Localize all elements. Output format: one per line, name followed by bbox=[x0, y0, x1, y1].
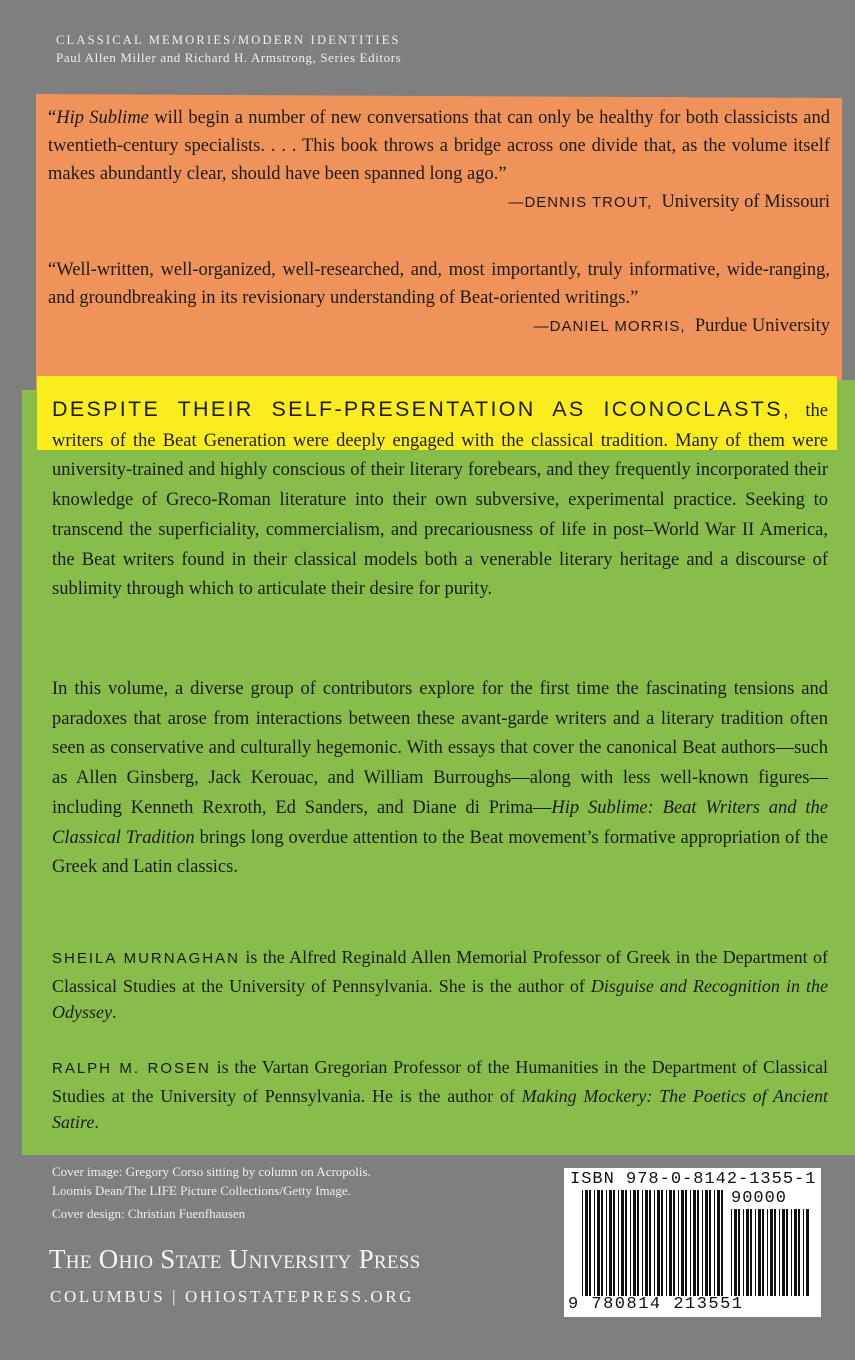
barcode-bar bbox=[714, 1190, 715, 1296]
publisher-city-url: COLUMBUS | OHIOSTATEPRESS.ORG bbox=[50, 1287, 415, 1306]
barcode-digits: 9 780814 213551 bbox=[568, 1295, 744, 1314]
image-credit-line-2: Loomis Dean/The LIFE Picture Collections/Getty Image. bbox=[52, 1183, 351, 1198]
cover-credits bbox=[52, 1162, 371, 1223]
barcode-bar bbox=[633, 1190, 636, 1296]
barcode-bar bbox=[779, 1209, 780, 1296]
description-paragraph-2 bbox=[52, 675, 828, 883]
barcode-bar bbox=[782, 1209, 785, 1296]
barcode-bar bbox=[630, 1190, 631, 1296]
barcode-bar bbox=[597, 1190, 600, 1296]
barcode-bar bbox=[770, 1209, 773, 1296]
barcode-bar bbox=[613, 1190, 615, 1296]
barcode-bar bbox=[666, 1190, 667, 1296]
barcode-bar bbox=[755, 1209, 756, 1296]
barcode-bar bbox=[618, 1190, 619, 1296]
bio-book: Making Mockery: The Poetics of Ancient Satire bbox=[52, 1085, 828, 1132]
series-name: CLASSICAL MEMORIES/MODERN IDENTITIES bbox=[56, 33, 401, 47]
bio-text: is the Alfred Reginald Allen Memorial Professor of Greek in the Department of Classical Studies at the University of Pennsylvania. She is the author of bbox=[52, 947, 828, 996]
barcode-bar bbox=[661, 1190, 663, 1296]
bio-end: . bbox=[94, 1112, 99, 1132]
bio-text: is the Vartan Gregorian Professor of the Humanities in the Department of Classical Studies at the University of Pennsylvania. He is the author of bbox=[52, 1057, 828, 1106]
quote-text: “Well-written, well-organized, well-researched, and, most importantly, truly informative, wide-ranging, and groundbreaking in its revisionary understanding of Beat-oriented writings.” bbox=[48, 260, 830, 308]
paragraph-text: the writers of the Beat Generation were deeply engaged with the classical tradition. Many of them were university-trained and highly conscious of their literary forebears, and they frequently incorporated their knowledge of Greco-Roman literature into their own subversive, experimental practice. Seeking to transcend the superficiality, commercialism, and precariousness of life in post–World War II America, the Beat writers found in their classical models both a venerable literary heritage and a discourse of sublimity through which to articulate their desire for purity. bbox=[52, 401, 828, 600]
description-paragraph-1 bbox=[52, 395, 828, 605]
barcode-bar bbox=[654, 1190, 655, 1296]
barcode-bar bbox=[685, 1190, 687, 1296]
barcode-bar bbox=[681, 1190, 684, 1296]
editor-bio-2 bbox=[52, 1054, 828, 1136]
barcode-bar bbox=[625, 1190, 627, 1296]
barcode-bar bbox=[606, 1190, 607, 1296]
barcode-bar bbox=[750, 1209, 752, 1296]
barcode-bar bbox=[582, 1190, 583, 1296]
bio-end: . bbox=[111, 1002, 117, 1022]
barcode-bar bbox=[585, 1190, 588, 1296]
barcode-bar bbox=[705, 1190, 708, 1296]
barcode-bar bbox=[806, 1209, 809, 1296]
barcode-bar bbox=[791, 1209, 792, 1296]
quote-affiliation: University of Missouri bbox=[661, 192, 830, 212]
paragraph-text: In this volume, a diverse group of contributors explore for the first time the fascinating tensions and paradoxes that arose from interactions between these avant-garde writers and a literary tradition often seen as conservative and culturally hegemonic. With essays that cover the canonical Beat authors—such as Allen Ginsberg, Jack Kerouac, and William Burroughs—along with less well-known figures—including Kenneth Rexroth, Ed Sanders, and Diane di Prima— bbox=[52, 679, 828, 818]
barcode-bar bbox=[746, 1209, 749, 1296]
series-header bbox=[56, 31, 401, 67]
isbn-barcode bbox=[564, 1168, 821, 1317]
isbn-number: ISBN 978-0-8142-1355-1 bbox=[570, 1170, 817, 1189]
barcode-bar bbox=[678, 1190, 679, 1296]
barcode-bar bbox=[794, 1209, 797, 1296]
review-quote-1: “Hip Sublime will begin a number of new conversations that can only be healthy for both classicists and twentieth-century specialists. . . . This book throws a bridge across one divide that, as the volume itself makes abundantly clear, should have been spanned long ago.” —DENNIS TROUT, University of Missouri bbox=[48, 108, 830, 212]
image-credit-line-1: Cover image: Gregory Corso sitting by column on Acropolis. bbox=[52, 1164, 371, 1179]
barcode-bar bbox=[762, 1209, 764, 1296]
bio-book: Disguise and Recognition in the Odyssey bbox=[52, 975, 828, 1022]
barcode-bar bbox=[803, 1209, 804, 1296]
barcode-bar bbox=[649, 1190, 651, 1296]
barcode-bar bbox=[645, 1190, 648, 1296]
barcode-bar bbox=[589, 1190, 591, 1296]
design-credit: Cover design: Christian Fuenfhausen bbox=[52, 1206, 246, 1221]
barcode-bar bbox=[717, 1190, 720, 1296]
editor-name: SHEILA MURNAGHAN bbox=[52, 950, 240, 967]
barcode-bar bbox=[798, 1209, 800, 1296]
barcode-bar bbox=[731, 1209, 732, 1296]
barcode-bar bbox=[721, 1190, 723, 1296]
barcode-bar bbox=[738, 1209, 740, 1296]
review-quote-2 bbox=[48, 256, 830, 341]
barcode-main-bars bbox=[582, 1190, 728, 1296]
price-code: 90000 bbox=[731, 1189, 788, 1208]
barcode-bar bbox=[734, 1209, 737, 1296]
barcode-bar bbox=[594, 1190, 595, 1296]
paragraph-text-end: brings long overdue attention to the Beat movement’s formative appropriation of the Greek and Latin classics. bbox=[52, 827, 828, 878]
barcode-bar bbox=[609, 1190, 612, 1296]
barcode-bar bbox=[758, 1209, 761, 1296]
barcode-bar bbox=[786, 1209, 788, 1296]
barcode-bar bbox=[657, 1190, 660, 1296]
lead-text: DESPITE THEIR SELF-PRESENTATION AS ICONOCLASTS, bbox=[52, 397, 792, 421]
quote-affiliation: Purdue University bbox=[694, 316, 830, 336]
barcode-bar bbox=[601, 1190, 603, 1296]
barcode-bar bbox=[669, 1190, 672, 1296]
publisher-name: The Ohio State University Press bbox=[49, 1244, 421, 1274]
barcode-bar bbox=[767, 1209, 768, 1296]
barcode-bar bbox=[774, 1209, 776, 1296]
barcode-bar bbox=[702, 1190, 703, 1296]
book-title: Hip Sublime: Beat Writers and the Classical Tradition bbox=[52, 797, 828, 848]
barcode-bar bbox=[693, 1190, 696, 1296]
barcode-bar bbox=[642, 1190, 643, 1296]
quote-author: —DENNIS TROUT, bbox=[508, 194, 653, 211]
barcode-bar bbox=[673, 1190, 675, 1296]
quote-author: —DANIEL MORRIS, bbox=[533, 318, 686, 335]
series-editors: Paul Allen Miller and Richard H. Armstrong, Series Editors bbox=[56, 50, 402, 65]
barcode-bar bbox=[621, 1190, 624, 1296]
editor-bio-1 bbox=[52, 944, 828, 1026]
quote-text: will begin a number of new conversations that can only be healthy for both classicists and twentieth-century specialists. . . . This book throws a bridge across one divide that, as the volume itself makes abundantly clear, should have been spanned long ago.” bbox=[48, 108, 830, 184]
barcode-bar bbox=[697, 1190, 699, 1296]
barcode-bar bbox=[637, 1190, 639, 1296]
barcode-bar bbox=[709, 1190, 711, 1296]
quote-book-title: Hip Sublime bbox=[56, 108, 149, 128]
barcode-addon-bars bbox=[731, 1209, 809, 1296]
editor-name: RALPH M. ROSEN bbox=[52, 1060, 211, 1077]
barcode-bar bbox=[743, 1209, 744, 1296]
barcode-bar bbox=[690, 1190, 691, 1296]
